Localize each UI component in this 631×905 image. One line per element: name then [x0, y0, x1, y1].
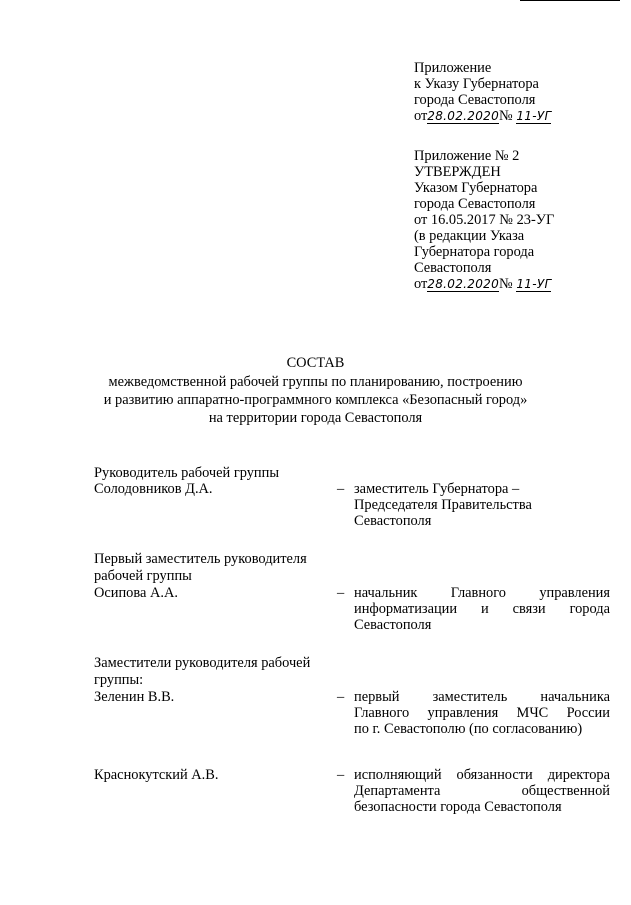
appendix-block: [414, 60, 551, 124]
position-zelenin: [354, 689, 610, 737]
word: общественной: [521, 783, 610, 799]
appendix-number-prefix: №: [499, 108, 513, 124]
word: начальника: [540, 689, 610, 705]
approval-line-1: Приложение № 2: [414, 148, 520, 164]
position-line: [354, 585, 610, 601]
position-krasnokutsky: [354, 767, 610, 815]
word: информатизации: [354, 601, 458, 617]
word: Главного: [450, 585, 506, 601]
position-line: [354, 601, 610, 617]
appendix-date-line: [414, 108, 551, 124]
position-line: безопасности города Севастополя: [354, 799, 562, 815]
position-line: Севастополя: [354, 617, 432, 633]
position-line: заместитель Губернатора –: [354, 481, 520, 497]
approval-number-prefix: №: [499, 276, 513, 292]
approval-line-8: Севастополя: [414, 260, 492, 276]
position-line: по г. Севастополю (по согласованию): [354, 721, 583, 737]
member-name-zelenin: Зеленин В.В.: [94, 689, 175, 705]
word: управления: [539, 585, 610, 601]
position-line: [354, 767, 610, 783]
appendix-date-prefix: от: [414, 108, 428, 124]
approval-line-6: (в редакции Указа: [414, 228, 525, 244]
title-line-3: на территории города Севастополя: [208, 410, 423, 426]
word: МЧС: [516, 705, 549, 721]
approval-number-handwritten: 11-УГ: [516, 277, 552, 291]
approval-date-handwritten: 28.02.2020: [427, 277, 500, 291]
position-osipova: [354, 585, 610, 633]
top-edge-line: [520, 0, 620, 1]
dash-3: –: [337, 689, 345, 705]
dash-2: –: [337, 585, 345, 601]
dash-4: –: [337, 767, 345, 783]
word: начальник: [354, 585, 418, 601]
word: управления: [427, 705, 499, 721]
role-deputies-1: Заместители руководителя рабочей: [94, 655, 311, 671]
member-name-solodovnikov: Солодовников Д.А.: [94, 481, 213, 497]
word: России: [566, 705, 610, 721]
role-first-deputy-2: рабочей группы: [94, 568, 192, 584]
word: первый: [354, 689, 400, 705]
position-line: [354, 705, 610, 721]
position-line: [354, 783, 610, 799]
approval-line-5: от 16.05.2017 № 23-УГ: [414, 212, 555, 228]
role-deputies-2: группы:: [94, 672, 144, 688]
word: заместитель: [432, 689, 508, 705]
appendix-line-3: города Севастополя: [414, 92, 536, 108]
word: Департамента: [354, 783, 441, 799]
appendix-number-handwritten: 11-УГ: [516, 109, 552, 123]
word: исполняющий: [354, 767, 442, 783]
word: директора: [547, 767, 610, 783]
appendix-date-handwritten: 28.02.2020: [427, 109, 500, 123]
word: и: [481, 601, 489, 617]
position-solodovnikov: [354, 481, 610, 529]
role-first-deputy-1: Первый заместитель руководителя: [94, 551, 307, 567]
approval-block: [414, 148, 554, 292]
word: связи: [512, 601, 546, 617]
word: города: [569, 601, 610, 617]
approval-line-4: города Севастополя: [414, 196, 536, 212]
member-name-osipova: Осипова А.А.: [94, 585, 178, 601]
dash-1: –: [337, 481, 345, 497]
role-head: Руководитель рабочей группы: [94, 465, 279, 481]
position-line: Председателя Правительства: [354, 497, 532, 513]
word: Главного: [354, 705, 410, 721]
approval-line-2: УТВЕРЖДЕН: [414, 164, 501, 180]
position-line: [354, 689, 610, 705]
approval-line-7: Губернатора города: [414, 244, 535, 260]
word: обязанности: [456, 767, 533, 783]
member-name-krasnokutsky: Краснокутский А.В.: [94, 767, 219, 783]
title-line-2: и развитию аппаратно-программного комплекса «Безопасный город»: [103, 392, 528, 408]
approval-date-prefix: от: [414, 276, 428, 292]
document-heading: СОСТАВ: [286, 355, 345, 371]
appendix-line-1: Приложение: [414, 60, 492, 76]
approval-line-3: Указом Губернатора: [414, 180, 538, 196]
title-line-1: межведомственной рабочей группы по планированию, построению: [108, 374, 523, 390]
position-line: Севастополя: [354, 513, 432, 529]
appendix-line-2: к Указу Губернатора: [414, 76, 539, 92]
approval-date-line: [414, 276, 554, 292]
